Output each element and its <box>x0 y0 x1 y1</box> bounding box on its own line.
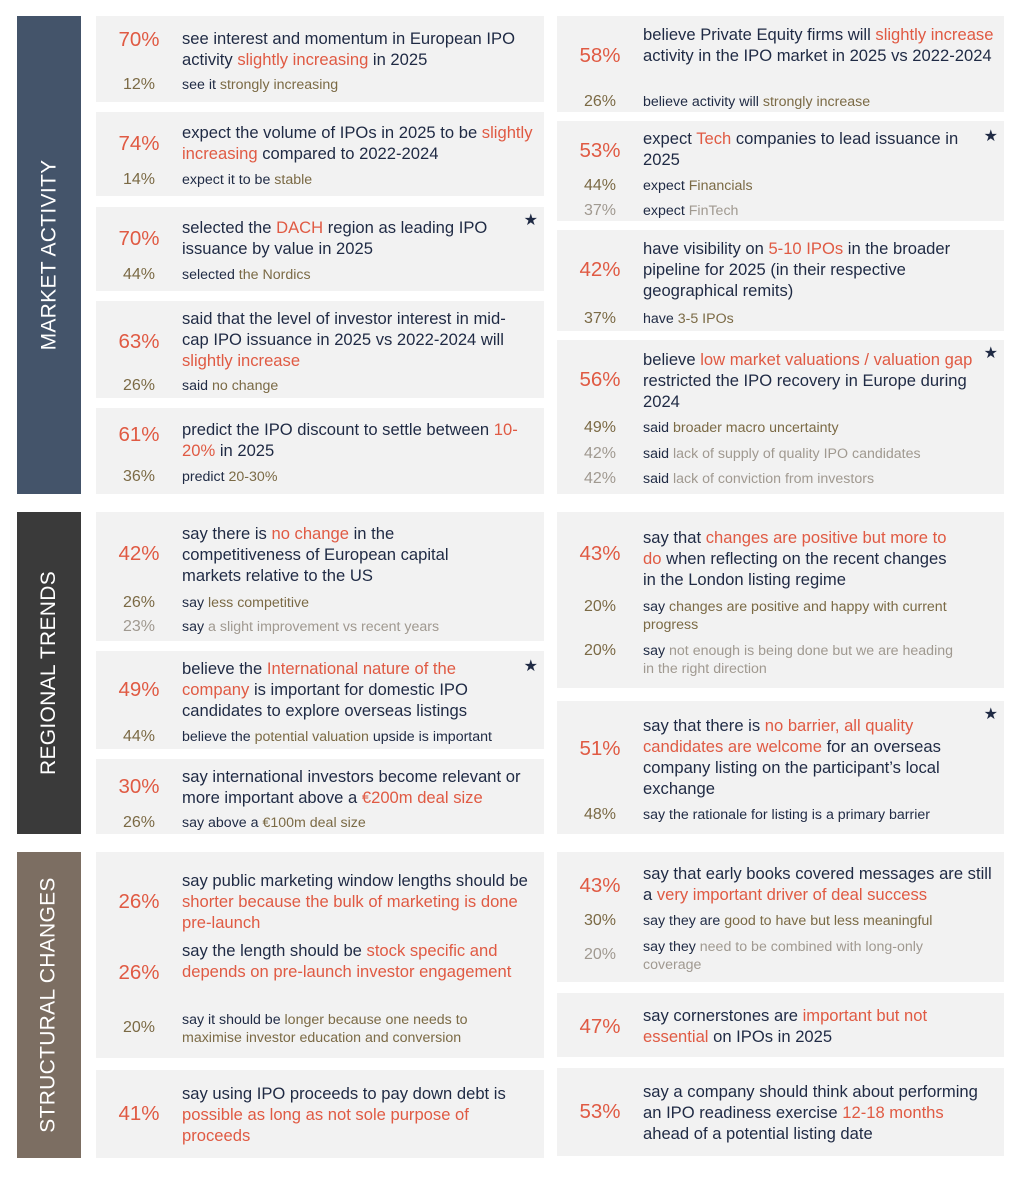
stat-card <box>557 512 1004 688</box>
secondary-percentage: 37% <box>583 202 617 219</box>
primary-percentage: 47% <box>579 1015 621 1038</box>
secondary-percentage: 44% <box>122 266 156 283</box>
primary-percentage: 70% <box>118 28 160 51</box>
secondary-percentage: 26% <box>122 377 156 394</box>
secondary-statement: believe the potential valuation upside is important <box>182 729 492 745</box>
secondary-percentage: 37% <box>583 310 617 327</box>
secondary-percentage: 26% <box>122 594 156 611</box>
section-label: REGIONAL TRENDS <box>37 570 61 776</box>
primary-statement: say that early books covered messages are still a very important driver of deal success <box>643 864 992 904</box>
stat-card <box>557 852 1004 982</box>
primary-percentage: 51% <box>579 737 621 760</box>
primary-percentage: 61% <box>118 423 160 446</box>
star-icon: ★ <box>983 128 998 145</box>
secondary-percentage: 20% <box>583 642 617 659</box>
secondary-statement: say they need to be combined with long-only coverage <box>643 939 923 973</box>
section-market-activity <box>17 16 81 494</box>
stat-card <box>96 207 544 291</box>
secondary-statement: have 3-5 IPOs <box>643 311 734 327</box>
primary-statement: believe Private Equity firms will slightly increase activity in the IPO market in 2025 vs 2022-2024 <box>643 25 994 65</box>
stat-card <box>96 759 544 834</box>
secondary-statement: say less competitive <box>182 595 309 611</box>
primary-percentage: 58% <box>579 44 621 67</box>
stat-card <box>557 701 1004 834</box>
secondary-percentage: 48% <box>583 806 617 823</box>
secondary-statement: said lack of conviction from investors <box>643 471 875 487</box>
secondary-percentage: 30% <box>583 912 617 929</box>
secondary-percentage: 44% <box>122 728 156 745</box>
stat-card <box>96 16 544 102</box>
stat-card <box>557 16 1004 112</box>
section-structural-changes <box>17 852 81 1158</box>
stat-card <box>96 112 544 196</box>
stat-card <box>96 301 544 398</box>
primary-percentage: 42% <box>118 542 160 565</box>
secondary-percentage: 26% <box>583 93 617 110</box>
primary-percentage: 56% <box>579 368 621 391</box>
primary-percentage: 43% <box>579 542 621 565</box>
secondary-statement: selected the Nordics <box>182 267 311 283</box>
secondary-percentage: 20% <box>583 598 617 615</box>
secondary-percentage: 42% <box>583 445 617 462</box>
primary-statement: see interest and momentum in European IPO activity slightly increasing in 2025 <box>182 29 515 69</box>
primary-statement: expect Tech companies to lead issuance in 2025 <box>643 129 959 169</box>
section-label: STRUCTURAL CHANGES <box>37 877 61 1133</box>
secondary-percentage: 14% <box>122 171 156 188</box>
secondary-statement: see it strongly increasing <box>182 77 339 93</box>
secondary-statement: believe activity will strongly increase <box>643 94 871 110</box>
primary-statement: said that the level of investor interest in mid-cap IPO issuance in 2025 vs 2022-2024 will slightly increase <box>182 309 506 370</box>
primary-percentage: 53% <box>579 1100 621 1123</box>
secondary-statement: predict 20-30% <box>182 469 278 485</box>
primary-percentage: 41% <box>118 1102 160 1125</box>
primary-statement: have visibility on 5-10 IPOs in the broader pipeline for 2025 (in their respective geographical remits) <box>643 239 951 300</box>
primary-percentage: 70% <box>118 227 160 250</box>
primary-statement: say international investors become relevant or more important above a €200m deal size <box>182 767 521 807</box>
primary-percentage: 30% <box>118 775 160 798</box>
secondary-statement: say it should be longer because one needs to maximise investor education and conversion <box>182 1012 468 1046</box>
star-icon: ★ <box>983 345 998 362</box>
secondary-statement: expect FinTech <box>643 203 739 219</box>
primary-statement: say that changes are positive but more to do when reflecting on the recent changes in the London listing regime <box>643 528 947 589</box>
secondary-statement: say a slight improvement vs recent years <box>182 619 440 635</box>
stat-card <box>96 408 544 494</box>
primary-statement: predict the IPO discount to settle between 10-20% in 2025 <box>182 420 518 460</box>
secondary-statement: say changes are positive and happy with current progress <box>643 599 947 633</box>
star-icon: ★ <box>523 212 538 229</box>
section-label: MARKET ACTIVITY <box>37 159 61 351</box>
secondary-statement: expect it to be stable <box>182 172 313 188</box>
primary-percentage: 26% <box>118 961 160 984</box>
primary-statement: say there is no change in the competitiveness of European capital markets relative to the US <box>182 524 449 585</box>
primary-percentage: 43% <box>579 874 621 897</box>
primary-statement: say a company should think about performing an IPO readiness exercise 12-18 months ahead of a potential listing date <box>643 1082 978 1143</box>
stat-card <box>557 1068 1004 1156</box>
secondary-percentage: 49% <box>583 419 617 436</box>
primary-statement: selected the DACH region as leading IPO issuance by value in 2025 <box>182 218 488 258</box>
secondary-statement: said broader macro uncertainty <box>643 420 839 436</box>
stat-card <box>557 340 1004 494</box>
primary-statement: say using IPO proceeds to pay down debt is possible as long as not sole purpose of proceeds <box>182 1084 506 1145</box>
stat-card <box>96 512 544 641</box>
secondary-statement: said lack of supply of quality IPO candidates <box>643 446 921 462</box>
primary-statement: say public marketing window lengths should be shorter because the bulk of marketing is done pre-launch <box>182 871 528 932</box>
star-icon: ★ <box>983 706 998 723</box>
secondary-statement: say they are good to have but less meaningful <box>643 913 933 929</box>
stat-card <box>96 1070 544 1158</box>
stat-card <box>557 230 1004 331</box>
secondary-statement: say not enough is being done but we are heading in the right direction <box>643 643 954 677</box>
secondary-statement: said no change <box>182 378 279 394</box>
section-regional-trends <box>17 512 81 834</box>
secondary-statement: say the rationale for listing is a primary barrier <box>643 807 931 823</box>
star-icon: ★ <box>523 658 538 675</box>
secondary-percentage: 36% <box>122 468 156 485</box>
stat-card <box>557 121 1004 221</box>
secondary-statement: expect Financials <box>643 178 753 194</box>
secondary-statement: say above a €100m deal size <box>182 815 366 831</box>
secondary-percentage: 23% <box>122 618 156 635</box>
secondary-percentage: 20% <box>583 946 617 963</box>
primary-statement: believe the International nature of the company is important for domestic IPO candidates to explore overseas listings <box>182 659 468 720</box>
primary-percentage: 63% <box>118 330 160 353</box>
secondary-percentage: 12% <box>122 76 156 93</box>
stat-card <box>96 852 544 1058</box>
primary-statement: say cornerstones are important but not essential on IPOs in 2025 <box>643 1006 928 1046</box>
primary-statement: believe low market valuations / valuation gap restricted the IPO recovery in Europe during 2024 <box>643 350 973 411</box>
secondary-percentage: 42% <box>583 470 617 487</box>
stat-card <box>96 651 544 749</box>
primary-statement: say that there is no barrier, all quality candidates are welcome for an overseas company listing on the participant’s local exchange <box>643 716 941 798</box>
primary-percentage: 42% <box>579 258 621 281</box>
primary-percentage: 49% <box>118 678 160 701</box>
primary-percentage: 74% <box>118 132 160 155</box>
primary-percentage: 53% <box>579 139 621 162</box>
primary-statement: expect the volume of IPOs in 2025 to be slightly increasing compared to 2022-2024 <box>182 123 533 163</box>
secondary-percentage: 44% <box>583 177 617 194</box>
secondary-percentage: 26% <box>122 814 156 831</box>
stat-card <box>557 993 1004 1057</box>
primary-statement: say the length should be stock specific and depends on pre-launch investor engagement <box>182 941 512 981</box>
secondary-percentage: 20% <box>122 1019 156 1036</box>
primary-percentage: 26% <box>118 890 160 913</box>
